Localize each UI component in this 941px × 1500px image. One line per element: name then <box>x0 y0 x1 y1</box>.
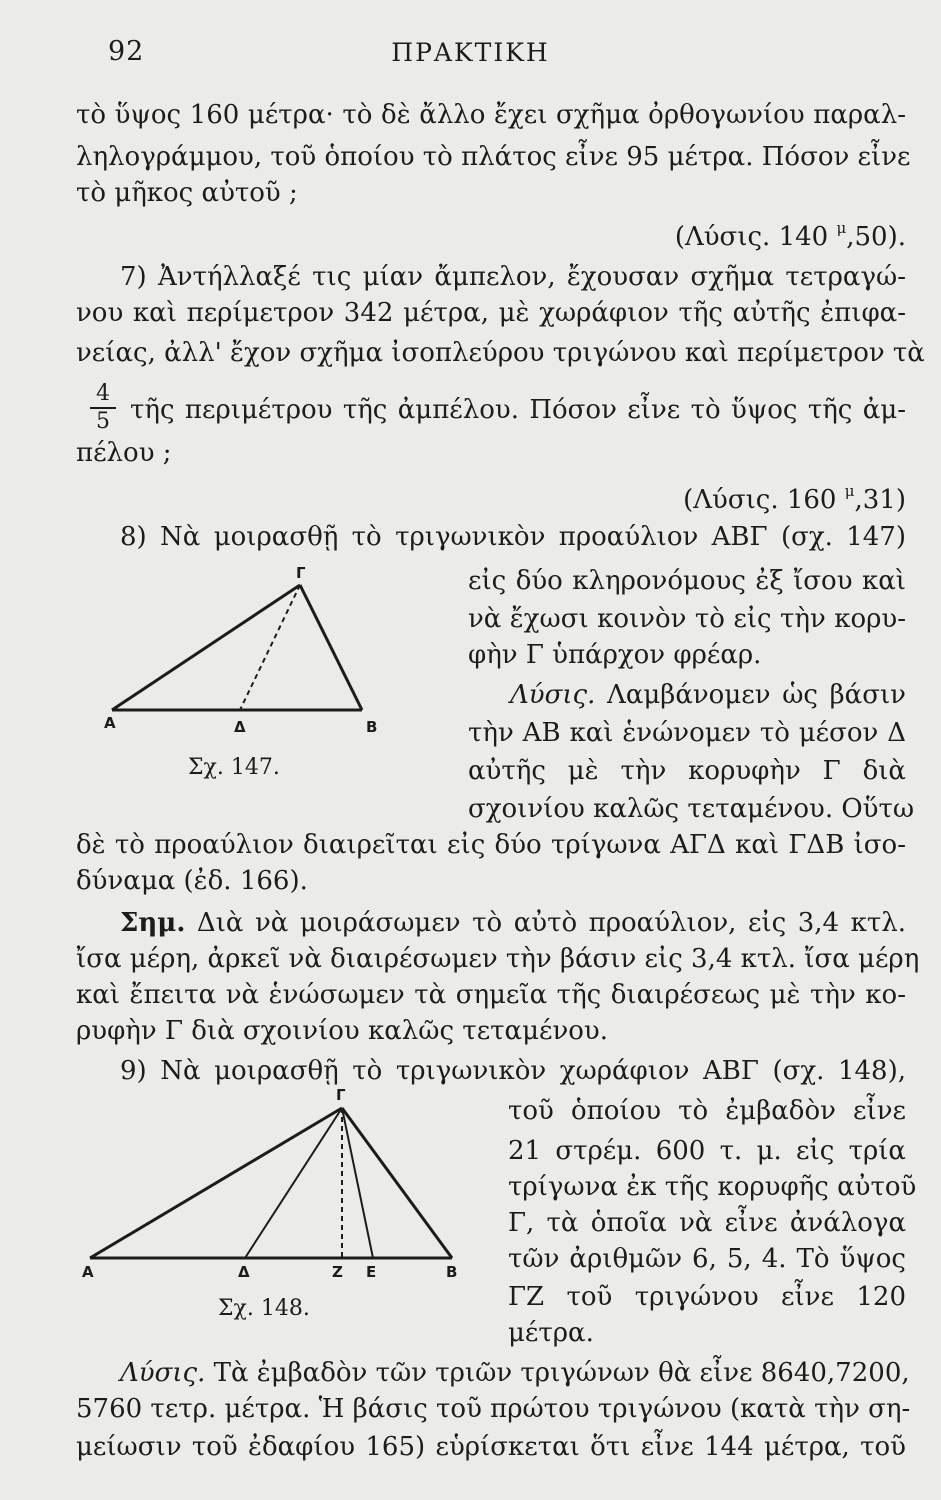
figure-147-caption: Σχ. 147. <box>188 755 280 780</box>
text-line <box>510 680 906 710</box>
text-line: νὰ ἔχωσι κοινὸν τὸ εἰς τὴν κορυ- <box>468 604 906 634</box>
solution-text: (Λύσις. 140 <box>674 222 837 252</box>
label-g: Γ <box>336 1086 346 1104</box>
solution-label: Λύσις. <box>120 1358 206 1388</box>
fraction-denominator: 5 <box>96 409 110 434</box>
text-line: καὶ ἔπειτα νὰ ἑνώσωμεν τὰ σημεῖα τῆς διαιρέσεως μὲ τὴν κο- <box>76 980 906 1010</box>
fraction-numerator: 4 <box>96 381 110 406</box>
text-line: πέλου ; <box>76 438 172 468</box>
text-line <box>120 1358 910 1388</box>
solution-tail: ,50). <box>846 222 906 252</box>
text-line: Γ, τὰ ὁποῖα νὰ εἶνε ἀνάλογα <box>508 1208 906 1238</box>
text-line: ληλογράμμου, τοῦ ὁποίου τὸ πλάτος εἶνε 95 μέτρα. Πόσον εἶνε <box>76 142 911 172</box>
solution-line <box>76 219 906 255</box>
figure-148-caption: Σχ. 148. <box>218 1296 310 1321</box>
running-title: ΠΡΑΚΤΙΚΗ <box>391 38 550 67</box>
figure-148 <box>80 1080 480 1280</box>
text-line: τῆς περιμέτρου τῆς ἀμπέλου. Πόσον εἶνε τὸ ὕψος τῆς ἀμ- <box>130 395 906 425</box>
text-line <box>120 908 906 938</box>
solution-text: Λαμβάνομεν ὡς βάσιν <box>595 680 906 710</box>
label-b: Β <box>366 718 378 736</box>
text-line: ρυφὴν Γ διὰ σχοινίου καλῶς τεταμένου. <box>76 1016 608 1046</box>
text-line: τὴν ΑΒ καὶ ἑνώνομεν τὸ μέσον Δ <box>468 718 906 748</box>
text-line: μέτρα. <box>508 1318 594 1348</box>
text-line: 9) Νὰ μοιρασθῇ τὸ τριγωνικὸν χωράφιον ΑΒΓ (σχ. 148), <box>120 1056 906 1086</box>
text-line: τὸ μῆκος αὐτοῦ ; <box>76 178 298 208</box>
label-d: Δ <box>238 1263 250 1280</box>
text-line: εἰς δύο κληρονόμους ἐξ ἴσου καὶ <box>468 566 906 596</box>
text-line: νείας, ἀλλ' ἔχον σχῆμα ἰσοπλεύρου τριγώνου καὶ περίμετρον τὰ <box>76 338 925 368</box>
edge-ag <box>112 585 300 710</box>
edge-ag <box>90 1108 342 1258</box>
text-line: σχοινίου καλῶς τεταμένου. Οὕτω <box>468 794 915 824</box>
label-z: Ζ <box>332 1263 343 1280</box>
solution-text: (Λύσις. 160 <box>683 485 845 515</box>
edge-gb <box>300 585 362 710</box>
solution-label: Λύσις. <box>510 680 596 710</box>
text-line: τοῦ ὁποίου τὸ ἐμβαδὸν εἶνε <box>508 1096 906 1126</box>
label-e: Ε <box>366 1263 377 1280</box>
solution-unit: μ <box>836 219 847 237</box>
division-gd <box>245 1108 342 1258</box>
text-line: ἴσα μέρη, ἀρκεῖ νὰ διαιρέσωμεν τὴν βάσιν εἰς 3,4 κτλ. ἴσα μέρη <box>76 944 920 974</box>
note-label: Σημ. <box>120 908 186 938</box>
text-line: τὸ ὕψος 160 μέτρα· τὸ δὲ ἄλλο ἔχει σχῆμα ὀρθογωνίου παραλ- <box>76 100 906 130</box>
solution-line <box>76 482 906 518</box>
text-line: 5760 τετρ. μέτρα. Ἡ βάσις τοῦ πρώτου τριγώνου (κατὰ τὴν ση- <box>76 1394 911 1424</box>
solution-tail: ,31) <box>854 485 906 515</box>
figure-147 <box>100 560 430 740</box>
text-line: 7) Ἀντήλλαξέ τις μίαν ἄμπελον, ἔχουσαν σχῆμα τετραγώ- <box>120 262 906 292</box>
solution-unit: μ <box>844 482 855 500</box>
label-b: Β <box>446 1263 458 1280</box>
text-line: φὴν Γ ὑπάρχον φρέαρ. <box>468 640 762 670</box>
text-line: μείωσιν τοῦ ἐδαφίου 165) εὑρίσκεται ὅτι εἶνε 144 μέτρα, τοῦ <box>76 1432 906 1462</box>
label-g: Γ <box>296 564 306 582</box>
text-line: τῶν ἀριθμῶν 6, 5, 4. Τὸ ὕψος <box>508 1244 906 1274</box>
label-d: Δ <box>234 718 246 736</box>
label-a: Α <box>82 1263 94 1280</box>
fraction <box>88 382 118 434</box>
label-a: Α <box>104 714 116 732</box>
text-line: 8) Νὰ μοιρασθῇ τὸ τριγωνικὸν προαύλιον ΑΒΓ (σχ. 147) <box>120 522 906 552</box>
text-line: δύναμα (ἐδ. 166). <box>76 866 308 896</box>
solution-text: Τὰ ἐμβαδὸν τῶν τριῶν τριγώνων θὰ εἶνε 8640,7200, <box>205 1358 910 1388</box>
page-number: 92 <box>108 36 145 67</box>
text-line: αὐτῆς μὲ τὴν κορυφὴν Γ διὰ <box>468 756 906 786</box>
text-line: νου καὶ περίμετρον 342 μέτρα, μὲ χωράφιον τῆς αὐτῆς ἐπιφα- <box>76 298 906 328</box>
text-line: ΓΖ τοῦ τριγώνου εἶνε 120 <box>508 1282 906 1312</box>
text-line: δὲ τὸ προαύλιον διαιρεῖται εἰς δύο τρίγωνα ΑΓΔ καὶ ΓΔΒ ἰσο- <box>76 830 906 860</box>
note-text: Διὰ νὰ μοιράσωμεν τὸ αὐτὸ προαύλιον, εἰς 3,4 κτλ. <box>185 908 906 938</box>
text-line: 21 στρέμ. 600 τ. μ. εἰς τρία <box>508 1136 906 1166</box>
text-line: τρίγωνα ἐκ τῆς κορυφῆς αὐτοῦ <box>508 1172 917 1202</box>
